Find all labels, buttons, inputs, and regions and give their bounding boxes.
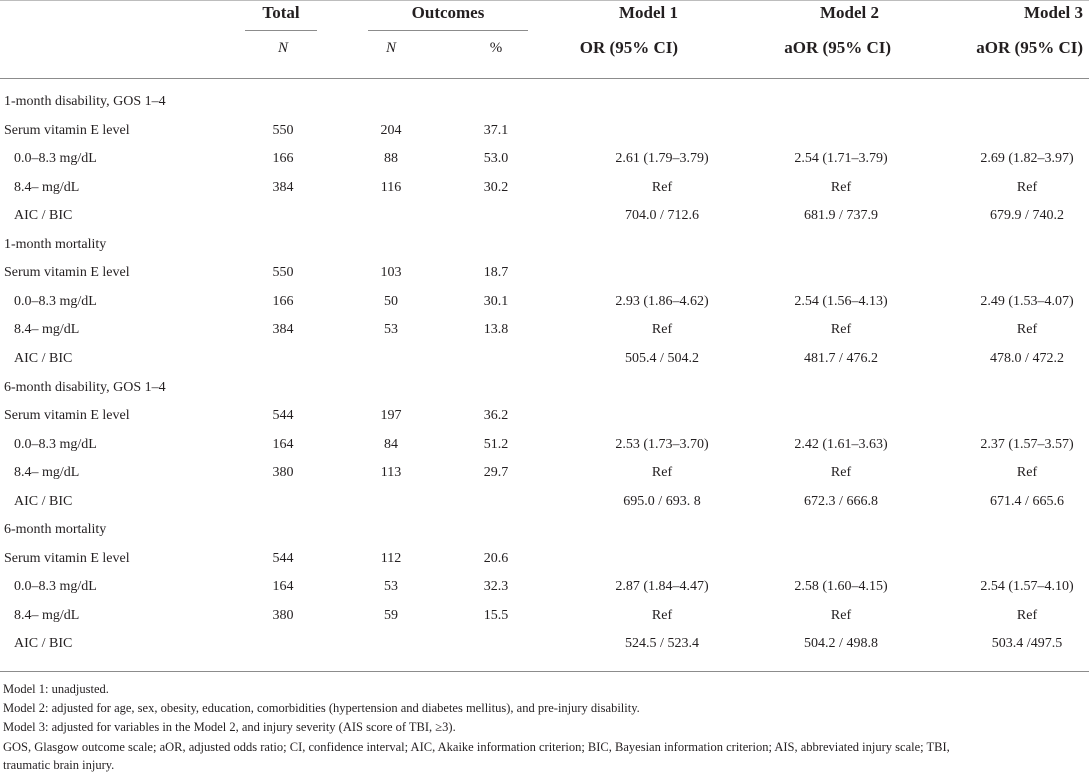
footnote-model2: Model 2: adjusted for age, sex, obesity, education, comorbidities (hypertension and diabetes mellitus), and pre-injury disability.: [3, 701, 640, 715]
cell-model3: 2.69 (1.82–3.97): [980, 151, 1074, 166]
row-label: AIC / BIC: [14, 494, 73, 509]
cell-outcome-n: 204: [380, 123, 402, 138]
cell-model2: 481.7 / 476.2: [804, 351, 878, 366]
cell-outcome-n: 112: [380, 551, 402, 566]
row-label: Serum vitamin E level: [4, 123, 130, 138]
cell-model3: Ref: [1016, 465, 1038, 480]
section-heading: 1-month disability, GOS 1–4: [4, 94, 166, 109]
cell-model1: 2.53 (1.73–3.70): [615, 437, 709, 452]
cell-model2: 2.42 (1.61–3.63): [794, 437, 888, 452]
cell-model1: Ref: [651, 322, 673, 337]
cell-model1: 695.0 / 693. 8: [623, 494, 701, 509]
cell-outcome-n: 59: [384, 608, 398, 623]
cell-outcome-pct: 53.0: [483, 151, 509, 166]
cell-total: 384: [272, 180, 294, 195]
header-total: Total: [262, 3, 300, 22]
cell-total: 550: [272, 265, 294, 280]
cell-outcome-pct: 37.1: [483, 123, 509, 138]
subheader-n-outcomes: N: [385, 40, 397, 56]
header-model2: Model 2: [819, 3, 879, 22]
cell-total: 544: [272, 408, 294, 423]
cell-model2: 672.3 / 666.8: [804, 494, 878, 509]
cell-model3: 2.54 (1.57–4.10): [980, 579, 1074, 594]
row-label: 8.4– mg/dL: [14, 322, 80, 337]
cell-model2: Ref: [830, 608, 852, 623]
cell-outcome-pct: 13.8: [483, 322, 509, 337]
subheader-n-total: N: [277, 40, 289, 56]
cell-model1: Ref: [651, 465, 673, 480]
footnote-model3: Model 3: adjusted for variables in the Model 2, and injury severity (AIS score of TBI, ≥3).: [3, 720, 456, 734]
section-heading: 6-month mortality: [4, 522, 107, 537]
cell-model3: Ref: [1016, 608, 1038, 623]
cell-model3: 503.4 /497.5: [991, 636, 1063, 651]
cell-model3: Ref: [1016, 322, 1038, 337]
row-label: Serum vitamin E level: [4, 265, 130, 280]
cell-model2: 681.9 / 737.9: [804, 208, 878, 223]
section-heading: 1-month mortality: [4, 237, 107, 252]
cell-total: 384: [272, 322, 294, 337]
cell-outcome-pct: 18.7: [483, 265, 509, 280]
row-label: Serum vitamin E level: [4, 408, 130, 423]
row-label: AIC / BIC: [14, 351, 73, 366]
row-label: 8.4– mg/dL: [14, 180, 80, 195]
subheader-model2: aOR (95% CI): [784, 38, 891, 57]
cell-outcome-pct: 30.2: [483, 180, 509, 195]
cell-total: 164: [272, 579, 294, 594]
footnote-abbreviations: GOS, Glasgow outcome scale; aOR, adjusted odds ratio; CI, confidence interval; AIC, Akaike information criterion; BIC, Bayesian information criterion; AIS, abbreviated injury scale; TBI,: [3, 740, 950, 754]
cell-outcome-pct: 51.2: [483, 437, 509, 452]
cell-model1: 505.4 / 504.2: [625, 351, 699, 366]
section-heading: 6-month disability, GOS 1–4: [4, 380, 166, 395]
cell-model2: 2.58 (1.60–4.15): [794, 579, 888, 594]
footnote-model1: Model 1: unadjusted.: [3, 682, 109, 696]
cell-outcome-n: 84: [384, 437, 398, 452]
cell-total: 544: [272, 551, 294, 566]
cell-outcome-pct: 32.3: [483, 579, 509, 594]
row-label: 0.0–8.3 mg/dL: [14, 294, 97, 309]
cell-model1: 2.61 (1.79–3.79): [615, 151, 709, 166]
cell-model3: 2.37 (1.57–3.57): [980, 437, 1074, 452]
cell-outcome-pct: 30.1: [483, 294, 509, 309]
cell-model1: 704.0 / 712.6: [625, 208, 699, 223]
cell-outcome-n: 103: [380, 265, 402, 280]
total-spanner-rule: [245, 30, 317, 31]
row-label: AIC / BIC: [14, 208, 73, 223]
cell-outcome-pct: 15.5: [483, 608, 509, 623]
row-label: Serum vitamin E level: [4, 551, 130, 566]
cell-model3: 2.49 (1.53–4.07): [980, 294, 1074, 309]
cell-model2: 2.54 (1.71–3.79): [794, 151, 888, 166]
cell-outcome-n: 53: [384, 322, 398, 337]
cell-model1: Ref: [651, 608, 673, 623]
header-model1: Model 1: [618, 3, 678, 22]
cell-outcome-n: 50: [384, 294, 398, 309]
header-outcomes: Outcomes: [411, 3, 485, 22]
footnote-abbreviations-cont: traumatic brain injury.: [3, 758, 115, 772]
cell-model2: Ref: [830, 322, 852, 337]
cell-total: 164: [272, 437, 294, 452]
cell-outcome-n: 197: [380, 408, 402, 423]
subheader-model1: OR (95% CI): [579, 38, 678, 57]
cell-model2: 504.2 / 498.8: [804, 636, 878, 651]
cell-model3: 679.9 / 740.2: [990, 208, 1064, 223]
row-label: 8.4– mg/dL: [14, 608, 80, 623]
cell-outcome-n: 113: [380, 465, 402, 480]
row-label: 0.0–8.3 mg/dL: [14, 151, 97, 166]
cell-model3: 478.0 / 472.2: [990, 351, 1064, 366]
cell-outcome-pct: 36.2: [483, 408, 509, 423]
cell-model1: 2.93 (1.86–4.62): [615, 294, 709, 309]
cell-model2: Ref: [830, 180, 852, 195]
cell-model1: 2.87 (1.84–4.47): [615, 579, 709, 594]
cell-outcome-pct: 20.6: [483, 551, 509, 566]
row-label: AIC / BIC: [14, 636, 73, 651]
cell-outcome-pct: 29.7: [483, 465, 509, 480]
cell-total: 550: [272, 123, 294, 138]
table-top-rule: [0, 0, 1089, 1]
cell-total: 380: [272, 465, 294, 480]
cell-outcome-n: 53: [384, 579, 398, 594]
row-label: 8.4– mg/dL: [14, 465, 80, 480]
cell-model1: 524.5 / 523.4: [625, 636, 699, 651]
outcomes-spanner-rule: [368, 30, 528, 31]
cell-outcome-n: 116: [380, 180, 402, 195]
header-model3: Model 3: [1023, 3, 1083, 22]
cell-model1: Ref: [651, 180, 673, 195]
cell-model3: 671.4 / 665.6: [990, 494, 1064, 509]
row-label: 0.0–8.3 mg/dL: [14, 579, 97, 594]
cell-total: 166: [272, 151, 294, 166]
cell-model3: Ref: [1016, 180, 1038, 195]
cell-total: 380: [272, 608, 294, 623]
row-label: 0.0–8.3 mg/dL: [14, 437, 97, 452]
subheader-pct: %: [489, 40, 503, 56]
table-bottom-rule: [0, 671, 1089, 672]
header-bottom-rule: [0, 78, 1089, 79]
cell-model2: 2.54 (1.56–4.13): [794, 294, 888, 309]
cell-model2: Ref: [830, 465, 852, 480]
cell-total: 166: [272, 294, 294, 309]
subheader-model3: aOR (95% CI): [976, 38, 1083, 57]
cell-outcome-n: 88: [384, 151, 398, 166]
